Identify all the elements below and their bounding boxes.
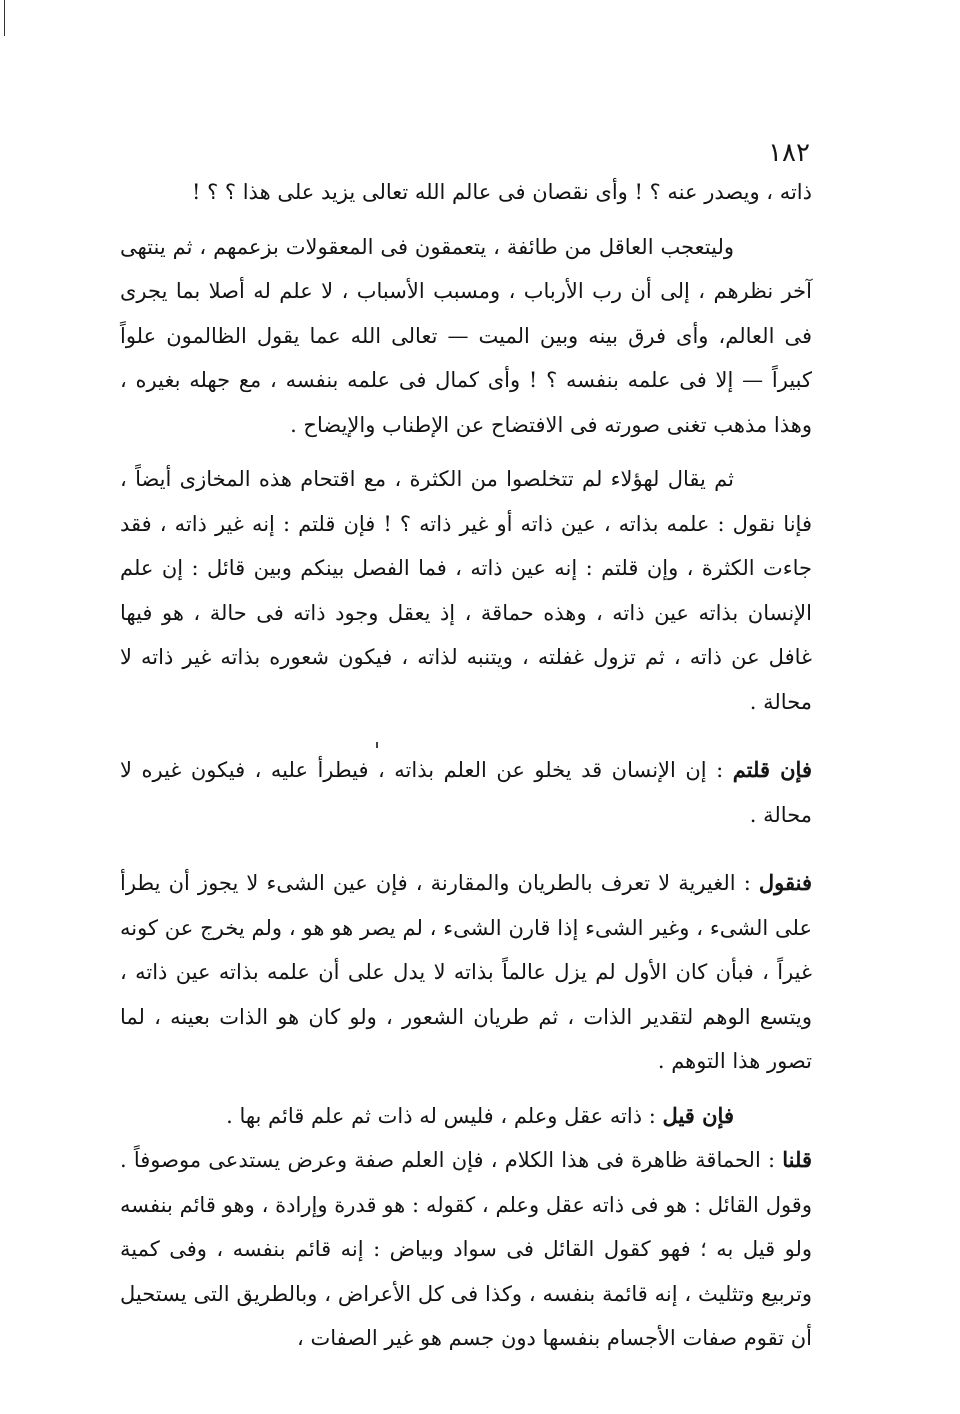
paragraph-6-text: : ذاته عقل وعلم ، فليس له ذات ثم علم قائم بها . (226, 1103, 663, 1128)
paragraph-gap (120, 447, 812, 457)
paragraph-1 (120, 170, 812, 215)
paragraph-5-lead: فنقول (758, 870, 812, 895)
paragraph-gap (120, 215, 812, 225)
paragraph-7 (120, 1138, 812, 1361)
paragraph-4-text: : إن الإنسان قد يخلو عن العلم بذاته ، فيطرأ عليه ، فيكون غيره لا محالة . (120, 758, 812, 827)
paragraph-gap (120, 724, 812, 748)
print-speck (376, 742, 378, 748)
paragraph-gap (120, 837, 812, 861)
paragraph-gap (120, 1084, 812, 1094)
paragraph-5 (120, 861, 812, 1084)
paragraph-7-lead: قلنا (782, 1147, 812, 1172)
paragraph-4 (120, 748, 812, 837)
page-edge-mark (4, 0, 5, 36)
paragraph-4-lead: فإن قلتم (732, 757, 812, 782)
book-page (120, 140, 812, 1361)
page-number: ١٨٢ (768, 138, 810, 168)
paragraph-2 (120, 225, 812, 448)
paragraph-3 (120, 457, 812, 724)
paragraph-6 (120, 1094, 812, 1139)
paragraph-2-text: وليتعجب العاقل من طائفة ، يتعمقون فى المعقولات بزعمهم ، ثم ينتهى آخر نظرهم ، إلى أن رب الأرباب ، ومسبب الأسباب ، لا علم له أصلا بما يجرى فى العالم، وأى فرق بينه وبين الميت — تعالى الله عما يقول الظالمون علواً كبيراً — إلا فى علمه بنفسه ؟ ! وأى كمال فى علمه بنفسه ، مع جهله بغيره ، وهذا مذهب تغنى صورته فى الافتضاح عن الإطناب والإيضاح . (120, 234, 812, 437)
paragraph-3-text: ثم يقال لهؤلاء لم تتخلصوا من الكثرة ، مع اقتحام هذه المخازى أيضاً ، فإنا نقول : علمه بذاته ، عين ذاته أو غير ذاته ؟ ! فإن قلتم : إنه غير ذاته ، فقد جاءت الكثرة ، وإن قلتم : إنه عين ذاته ، فما الفصل بينكم وبين قائل : إن علم الإنسان بذاته عين ذاته ، وهذه حماقة ، إذ يعقل وجود ذاته فى حالة ، هو فيها غافل عن ذاته ، ثم تزول غفلته ، ويتنبه لذاته ، فيكون شعوره بذاته غير ذاته لا محالة . (120, 467, 812, 714)
paragraph-6-lead: فإن قيل (662, 1102, 734, 1128)
paragraph-7-text: : الحماقة ظاهرة فى هذا الكلام ، فإن العلم صفة وعرض يستدعى موصوفاً . وقول القائل : هو فى ذاته عقل وعلم ، كقوله : هو قدرة وإرادة ، وهو قائم بنفسه ولو قيل به ؛ فهو كقول القائل فى سواد وبياض : إنه قائم بنفسه ، وفى كمية وتربيع وتثليث ، إنه قائمة بنفسه ، وكذا فى كل الأعراض ، وبالطريق التى يستحيل أن تقوم صفات الأجسام بنفسها دون جسم هو غير الصفات ، (120, 1148, 812, 1350)
paragraph-1-text: ذاته ، ويصدر عنه ؟ ! وأى نقصان فى عالم الله تعالى يزيد على هذا ؟ ؟ ! (191, 180, 812, 204)
paragraph-5-text: : الغيرية لا تعرف بالطريان والمقارنة ، فإن عين الشىء لا يجوز أن يطرأ على الشىء ، وغير الشىء إذا قارن الشىء ، لم يصر هو هو ، ولم يخرج عن كونه غيراً ، فبأن كان الأول لم يزل عالماً بذاته لا يدل على أن علمه بذاته عين ذاته ، ويتسع الوهم لتقدير الذات ، ثم طريان الشعور ، ولو كان هو الذات بعينه ، لما تصور هذا التوهم . (120, 871, 812, 1073)
